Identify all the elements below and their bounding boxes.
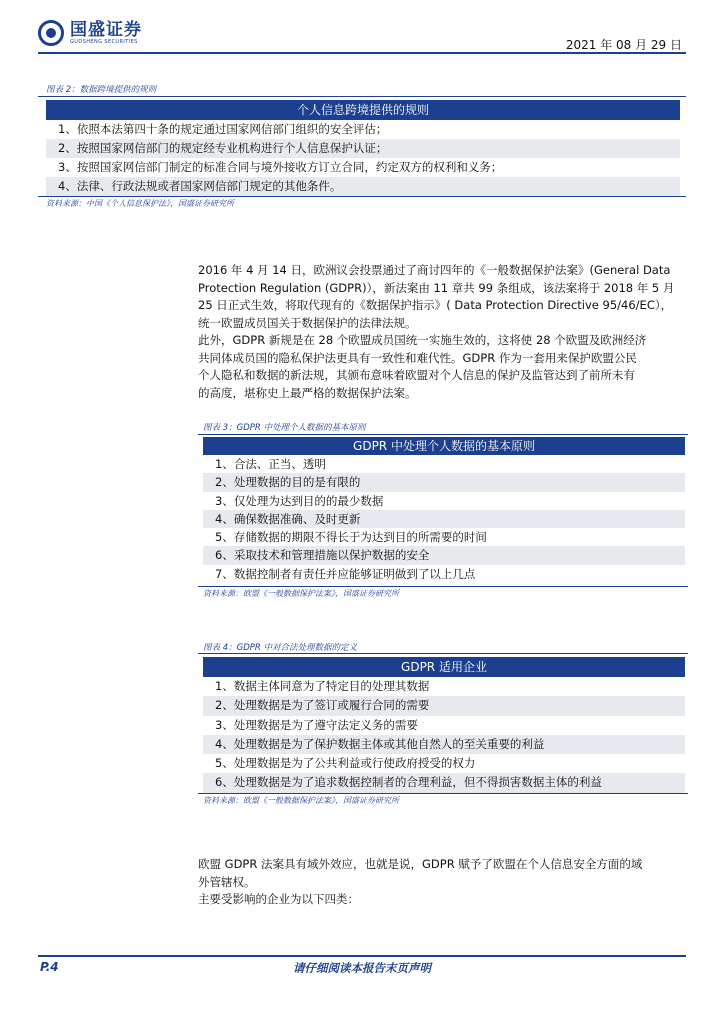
table-row: 2、处理数据是为了签订或履行合同的需要	[203, 696, 685, 715]
table-row: 5、存储数据的期限不得长于为达到目的所需要的时间	[215, 530, 487, 545]
text-line: 2016 年 4 月 14 日，欧洲议会投票通过了商讨四年的《一般数据保护法案》(General Data	[198, 263, 671, 277]
text-line: 主要受影响的企业为以下四类：	[198, 892, 359, 906]
company-logo	[38, 20, 142, 46]
table-row: 5、处理数据是为了公共利益或行使政府授受的权力	[215, 756, 476, 771]
text-line: 此外，GDPR 新规是在 28 个欧盟成员国统一实施生效的，这将使 28 个欧盟及欧洲经济	[198, 333, 647, 347]
figure2-caption: 图表 2：数据跨境提供的规则	[46, 85, 157, 95]
table-row: 1、数据主体同意为了特定目的处理其数据	[215, 679, 430, 693]
logo-name-en: GUOSHENG SECURITIES	[70, 38, 138, 45]
figure3-source: 资料来源：欧盟《一般数据保护法案》，国盛证券研究所	[203, 589, 399, 598]
table-row: 6、采取技术和管理措施以保护数据的安全	[203, 546, 685, 564]
table-row: 2、按照国家网信部门的规定经专业机构进行个人信息保护认证；	[46, 139, 680, 158]
table-row: 2、处理数据的目的是有限的	[203, 473, 685, 491]
text-line: 欧盟 GDPR 法案具有域外效应，也就是说，GDPR 赋予了欧盟在个人信息安全方面的域	[198, 857, 643, 871]
text-line: 25 日正式生效，将取代现有的《数据保护指示》( Data Protection Directive 95/46/EC），	[198, 298, 673, 312]
figure2-table	[46, 100, 680, 196]
figure3-caption-rule	[198, 434, 688, 435]
body-paragraph-1	[198, 262, 688, 402]
footer-disclaimer: 请仔细阅读本报告末页声明	[293, 961, 431, 975]
table-row: 4、处理数据是为了保护数据主体或其他自然人的至关重要的利益	[203, 735, 685, 754]
text-line: 外管辖权。	[198, 874, 256, 889]
page-number: P.4	[40, 960, 59, 974]
figure2-source-rule	[38, 196, 686, 197]
figure4-caption: 图表 4：GDPR 中对合法处理数据的定义	[203, 643, 357, 653]
table-row: 4、确保数据准确、及时更新	[203, 510, 685, 528]
table-row: 3、处理数据是为了遵守法定义务的需要	[215, 717, 418, 732]
table-row: 4、法律、行政法规或者国家网信部门规定的其他条件。	[46, 177, 680, 196]
figure2-caption-rule	[38, 96, 686, 97]
figure3-source-rule	[198, 586, 688, 587]
figure4-table-title: GDPR 适用企业	[203, 657, 685, 677]
text-line: 统一欧盟成员国关于数据保护的法律法规。	[198, 315, 417, 330]
text-line: 共同体成员国的隐私保护法更具有一致性和难代性。GDPR 作为一套用来保护欧盟公民	[198, 350, 637, 365]
figure2-table-title: 个人信息跨境提供的规则	[46, 100, 680, 120]
table-row: 6、处理数据是为了追求数据控制者的合理利益，但不得损害数据主体的利益	[203, 773, 685, 792]
logo-name-cn: 国盛证券	[70, 19, 142, 40]
header-rule	[38, 52, 686, 54]
table-row: 3、仅处理为达到目的的最少数据	[215, 493, 384, 508]
figure3-caption: 图表 3：GDPR 中处理个人数据的基本原则	[203, 423, 366, 433]
table-row: 1、合法、正当、透明	[215, 457, 326, 471]
table-row: 1、依照本法第四十条的规定通过国家网信部门组织的安全评估；	[58, 122, 388, 136]
figure4-table	[203, 657, 685, 793]
figure4-source-rule	[198, 793, 688, 794]
figure4-caption-rule	[198, 653, 688, 654]
page-header	[0, 0, 724, 60]
figure2-source: 资料来源：中国《个人信息保护法》，国盛证券研究所	[46, 199, 234, 208]
footer-rule	[38, 955, 686, 957]
logo-icon	[38, 20, 64, 46]
table-row: 7、数据控制者有责任并应能够证明做到了以上几点	[215, 566, 476, 581]
report-date: 2021 年 08 月 29 日	[565, 38, 682, 52]
text-line: Protection Regulation (GDPR)），新法案由 11 章共 99 条组成，该法案将于 2018 年 5 月	[198, 280, 675, 295]
body-paragraph-2	[198, 856, 688, 909]
figure3-table-title: GDPR 中处理个人数据的基本原则	[203, 437, 685, 455]
text-line: 个人隐私和数据的新法规，其颁布意味着欧盟对个人信息的保护及监管达到了前所未有	[198, 368, 635, 382]
table-row: 3、按照国家网信部门制定的标准合同与境外接收方订立合同，约定双方的权利和义务；	[58, 160, 503, 174]
text-line: 的高度，堪称史上最严格的数据保护法案。	[198, 385, 417, 400]
figure4-source: 资料来源：欧盟《一般数据保护法案》，国盛证券研究所	[203, 796, 399, 805]
figure3-table	[203, 437, 685, 583]
